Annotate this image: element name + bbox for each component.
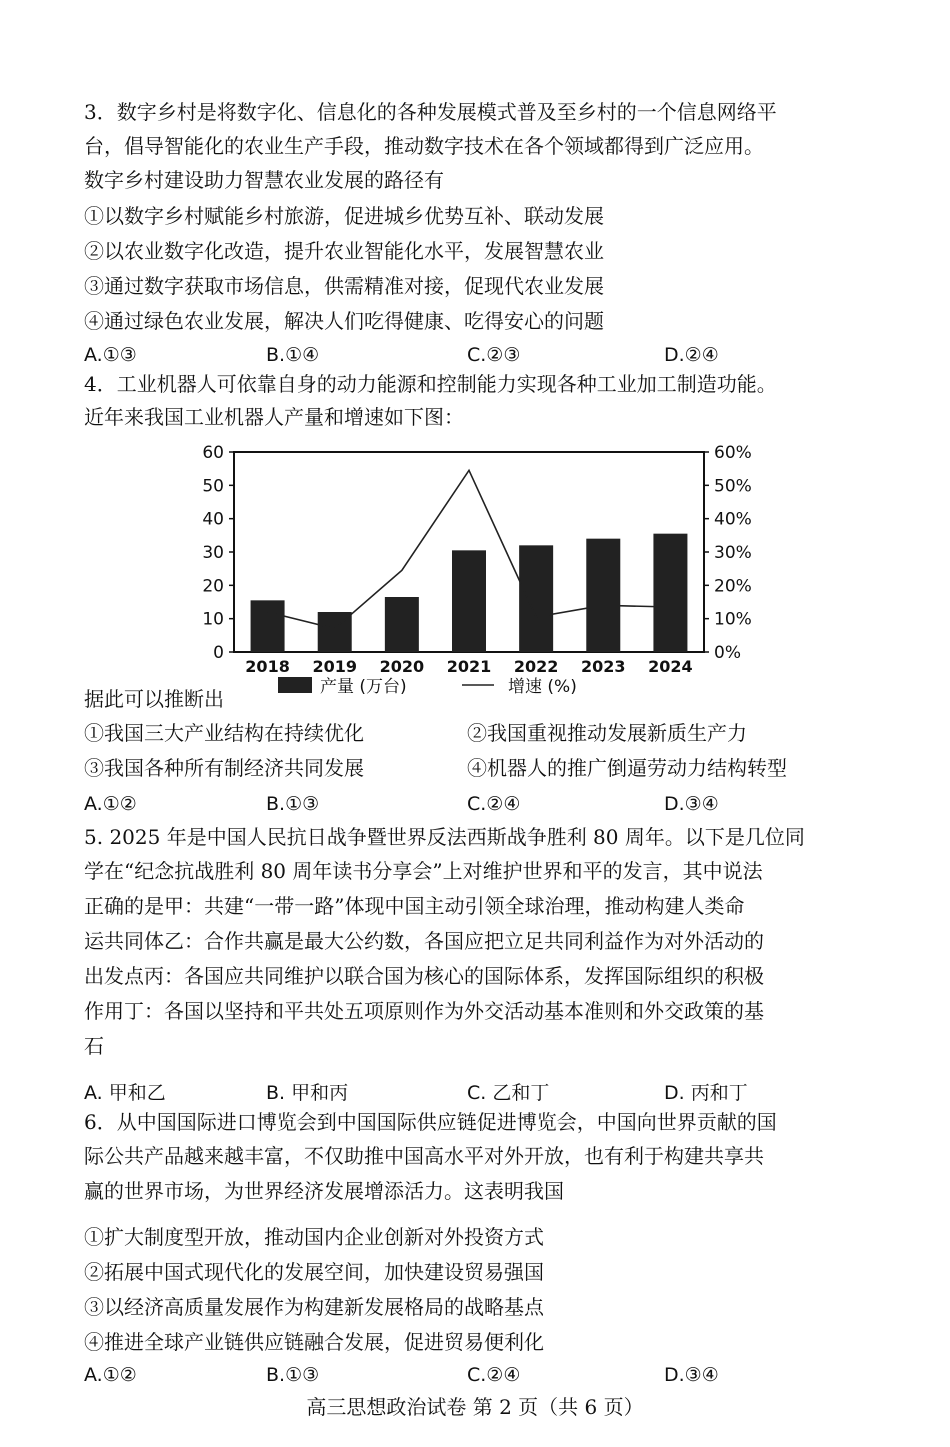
category-label: 2021 (446, 657, 492, 676)
question-5-stem-line-6: 作用丁：各国以坚持和平共处五项原则作为外交活动基本准则和外交政策的基 (84, 999, 764, 1023)
question-5-options (84, 1078, 884, 1108)
production-bar (653, 534, 687, 652)
question-3-options (84, 340, 884, 370)
question-5-stem-line-7: 石 (84, 1034, 104, 1058)
question-3-item-1: ①以数字乡村赋能乡村旅游，促进城乡优势互补、联动发展 (84, 204, 604, 228)
right-axis-tick-label: 50% (714, 476, 752, 497)
left-axis-tick-label: 10 (202, 609, 224, 630)
question-4-item-3: ③我国各种所有制经济共同发展 (84, 756, 364, 780)
category-label: 2020 (379, 657, 425, 676)
production-bar (385, 597, 419, 652)
question-6-item-2: ②拓展中国式现代化的发展空间，加快建设贸易强国 (84, 1260, 544, 1284)
question-4-item-1: ①我国三大产业结构在持续优化 (84, 721, 364, 745)
question-4-stem-line-1: 4．工业机器人可依靠自身的动力能源和控制能力实现各种工业加工制造功能。 (84, 372, 777, 396)
left-axis-tick-label: 50 (202, 476, 224, 497)
question-5-stem-line-3: 正确的是甲：共建“一带一路”体现中国主动引领全球治理，推动构建人类命 (84, 894, 745, 918)
question-5-stem-line-5: 出发点丙：各国应共同维护以联合国为核心的国际体系，发挥国际组织的积极 (84, 964, 764, 988)
question-4-options (84, 789, 884, 819)
category-label: 2018 (245, 657, 290, 676)
question-4-item-4: ④机器人的推广倒逼劳动力结构转型 (467, 756, 787, 780)
question-3-stem-line-2: 台，倡导智能化的农业生产手段，推动数字技术在各个领域都得到广泛应用。 (84, 134, 764, 158)
option-b[interactable]: B.①③ (266, 793, 320, 815)
option-a[interactable]: A.①② (84, 793, 137, 815)
option-d[interactable]: D.③④ (664, 793, 719, 815)
option-a[interactable]: A. 甲和乙 (84, 1082, 166, 1104)
production-bar (586, 539, 620, 652)
option-a[interactable]: A.①③ (84, 344, 137, 366)
question-3-item-4: ④通过绿色农业发展，解决人们吃得健康、吃得安心的问题 (84, 309, 604, 333)
option-b[interactable]: B. 甲和丙 (266, 1082, 349, 1104)
right-axis-tick-label: 20% (714, 576, 752, 597)
option-c[interactable]: C.②④ (467, 1364, 521, 1386)
category-label: 2022 (513, 657, 559, 676)
question-6-stem-line-3: 赢的世界市场，为世界经济发展增添活力。这表明我国 (84, 1179, 564, 1203)
question-6-item-1: ①扩大制度型开放，推动国内企业创新对外投资方式 (84, 1225, 544, 1249)
right-axis-tick-label: 10% (714, 609, 752, 630)
option-c[interactable]: C.②③ (467, 344, 521, 366)
question-5-stem-line-4: 运共同体乙：合作共赢是最大公约数，各国应把立足共同利益作为对外活动的 (84, 929, 764, 953)
question-3-stem-line-1: 3．数字乡村是将数字化、信息化的各种发展模式普及至乡村的一个信息网络平 (84, 100, 777, 124)
right-axis-tick-label: 0% (714, 643, 741, 663)
question-6-stem-line-1: 6．从中国国际进口博览会到中国国际供应链促进博览会，中国向世界贡献的国 (84, 1110, 777, 1134)
option-b[interactable]: B.①③ (266, 1364, 320, 1386)
page-footer: 高三思想政治试卷 第 2 页（共 6 页） (306, 1395, 644, 1419)
option-d[interactable]: D.②④ (664, 344, 719, 366)
option-a[interactable]: A.①② (84, 1364, 137, 1386)
option-c[interactable]: C. 乙和丁 (467, 1082, 550, 1104)
question-5-stem-line-2: 学在“纪念抗战胜利 80 周年读书分享会”上对维护世界和平的发言，其中说法 (84, 859, 763, 883)
production-bar (519, 545, 553, 652)
category-label: 2024 (648, 657, 693, 676)
option-d[interactable]: D.③④ (664, 1364, 719, 1386)
question-6-item-4: ④推进全球产业链供应链融合发展，促进贸易便利化 (84, 1330, 544, 1354)
category-label: 2019 (312, 657, 357, 676)
category-label: 2023 (581, 657, 626, 676)
production-bar (452, 550, 486, 652)
right-axis-tick-label: 40% (714, 509, 752, 530)
question-6-item-3: ③以经济高质量发展作为构建新发展格局的战略基点 (84, 1295, 544, 1319)
question-4-items-row-2 (84, 753, 884, 783)
option-c[interactable]: C.②④ (467, 793, 521, 815)
question-4-stem-line-2: 近年来我国工业机器人产量和增速如下图： (84, 405, 464, 429)
legend-line-label: 增速 (%) (508, 677, 577, 697)
right-axis-tick-label: 30% (714, 543, 752, 563)
question-3-item-3: ③通过数字获取市场信息，供需精准对接，促现代农业发展 (84, 274, 604, 298)
left-axis-tick-label: 60 (202, 443, 224, 463)
chart-svg (190, 440, 760, 705)
question-3-item-2: ②以农业数字化改造，提升农业智能化水平，发展智慧农业 (84, 239, 604, 263)
legend-bar-label: 产量 (万台) (320, 677, 407, 697)
right-axis-tick-label: 60% (714, 443, 752, 463)
question-6-stem-line-2: 际公共产品越来越丰富，不仅助推中国高水平对外开放，也有利于构建共享共 (84, 1144, 764, 1168)
left-axis-tick-label: 40 (202, 509, 224, 530)
question-4-item-2: ②我国重视推动发展新质生产力 (467, 721, 747, 745)
left-axis-tick-label: 30 (202, 543, 224, 563)
question-4-lead: 据此可以推断出 (84, 687, 224, 711)
production-bar (251, 600, 285, 652)
left-axis-tick-label: 0 (213, 643, 224, 663)
option-b[interactable]: B.①④ (266, 344, 320, 366)
left-axis-tick-label: 20 (202, 576, 224, 597)
question-4-items-row-1 (84, 718, 884, 748)
robot-output-chart (190, 440, 760, 705)
question-6-options (84, 1360, 884, 1390)
question-5-stem-line-1: 5. 2025 年是中国人民抗日战争暨世界反法西斯战争胜利 80 周年。以下是几位同 (84, 825, 805, 849)
option-d[interactable]: D. 丙和丁 (664, 1082, 748, 1104)
question-3-stem-line-3: 数字乡村建设助力智慧农业发展的路径有 (84, 168, 444, 192)
